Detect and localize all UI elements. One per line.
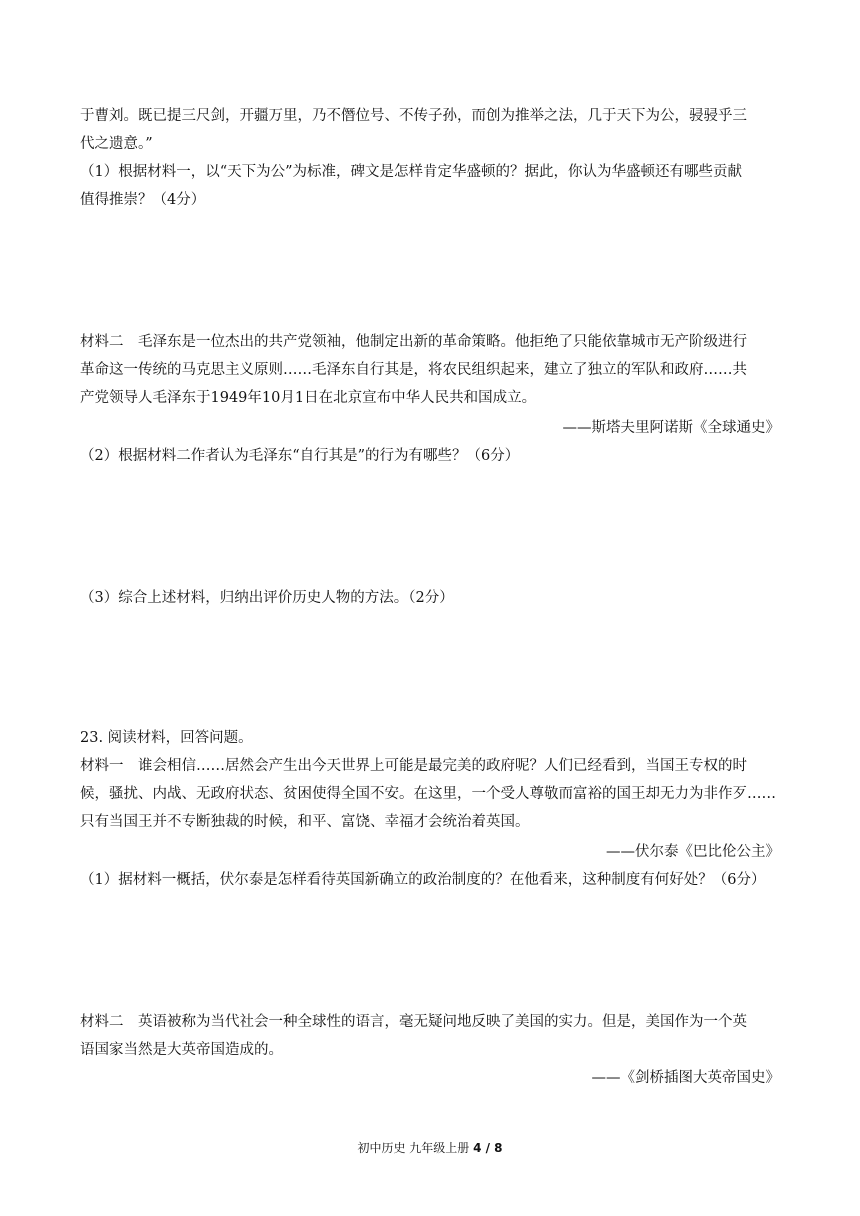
question-text: 值得推崇？（4分） — [80, 192, 206, 208]
question-text: （1）据材料一概括，伏尔泰是怎样看待英国新确立的政治制度的？在他看来，这种制度有何好处？（6分） — [80, 872, 766, 888]
material-text: 候，骚扰、内战、无政府状态、贫困使得全国不安。在这里，一个受人尊敬而富裕的国王却无力为非作歹…… — [80, 786, 776, 802]
material-text: 革命这一传统的马克思主义原则……毛泽东自行其是，将农民组织起来，建立了独立的军队和政府……共 — [80, 362, 747, 378]
text-line: 代之遗意。” — [80, 136, 153, 152]
material-text: 只有当国王并不专断独裁的时候，和平、富饶、幸福才会统治着英国。 — [80, 814, 530, 830]
question-heading: 23. 阅读材料，回答问题。 — [80, 730, 253, 746]
text-line: 于曹刘。既已提三尺剑，开疆万里，乃不僭位号、不传子孙，而创为推举之法，几于天下为公，骎骎乎三 — [80, 108, 747, 124]
question-text: （3）综合上述材料，归纳出评价历史人物的方法。（2分） — [80, 590, 454, 606]
material-text: 材料二 英语被称为当代社会一种全球性的语言，毫无疑问地反映了美国的实力。但是，美国作为一个英 — [80, 1014, 747, 1030]
material-text: 语国家当然是大英帝国造成的。 — [80, 1042, 283, 1058]
question-text: （1）根据材料一，以“天下为公”为标准，碑文是怎样肯定华盛顿的？据此，你认为华盛顿还有哪些贡献 — [80, 164, 743, 180]
material-text: 材料一 谁会相信……居然会产生出今天世界上可能是最完美的政府呢？人们已经看到，当国王专权的时 — [80, 758, 747, 774]
material-source: ——伏尔泰《巴比伦公主》 — [606, 844, 780, 860]
footer-subject: 初中历史 九年级上册 — [357, 1141, 474, 1155]
page-footer — [0, 1140, 860, 1156]
question-text: （2）根据材料二作者认为毛泽东“自行其是”的行为有哪些？（6分） — [80, 448, 520, 464]
material-source: ——斯塔夫里阿诺斯《全球通史》 — [562, 420, 780, 436]
material-text: 产党领导人毛泽东于1949年10月1日在北京宣布中华人民共和国成立。 — [80, 390, 537, 406]
material-source: ——《剑桥插图大英帝国史》 — [591, 1070, 780, 1086]
material-text: 材料二 毛泽东是一位杰出的共产党领袖，他制定出新的革命策略。他拒绝了只能依靠城市无产阶级进行 — [80, 334, 747, 350]
page-number: 4 / 8 — [473, 1141, 503, 1155]
